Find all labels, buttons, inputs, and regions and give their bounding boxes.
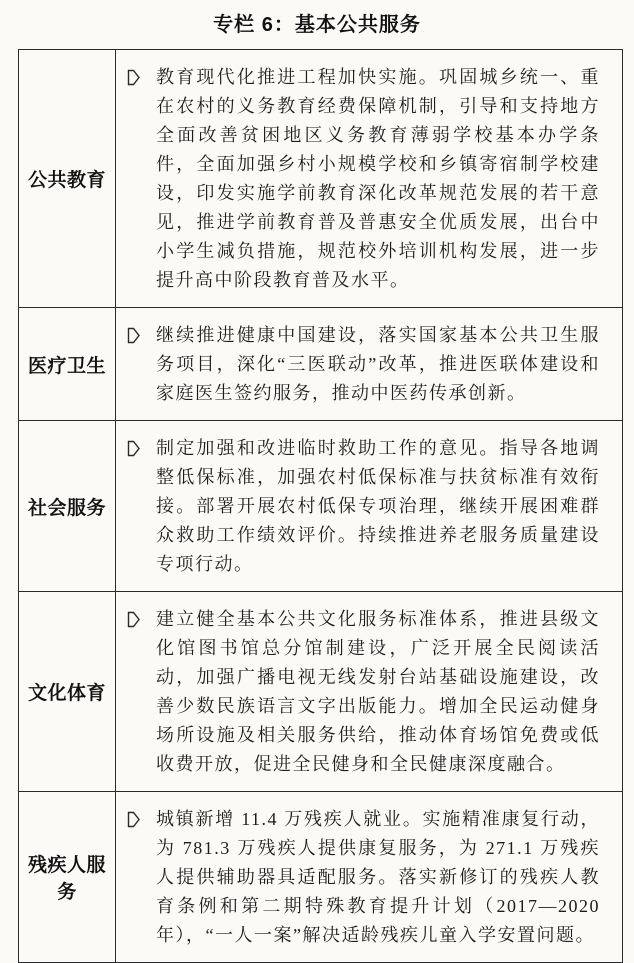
table-row (19, 792, 623, 963)
arrow-bullet-icon (126, 611, 141, 628)
arrow-bullet-icon (126, 811, 141, 828)
row-text: 建立健全基本公共文化服务标准体系，推进县级文化馆图书馆总分馆制建设，广泛开展全民阅读活动，加强广播电视无线发射台站基础设施建设，改善少数民族语言文字出版能力。增加全民运动健身场所设施及相关服务供给，推动体育场馆免费或低收费开放，促进全民健身和全民健康深度融合。 (156, 609, 600, 774)
arrow-bullet-icon (126, 327, 141, 344)
basic-public-services-table (18, 49, 623, 963)
page-title: 专栏 6：基本公共服务 (213, 14, 421, 36)
row-text: 制定加强和改进临时救助工作的意见。指导各地调整低保标准，加强农村低保标准与扶贫标准有效衔接。部署开展农村低保专项治理，继续开展困难群众救助工作绩效评价。持续推进养老服务质量建设专项行动。 (156, 438, 600, 574)
row-label: 医疗卫生 (19, 308, 116, 421)
table-row (19, 50, 623, 308)
row-text: 城镇新增 11.4 万残疾人就业。实施精准康复行动，为 781.3 万残疾人提供康复服务，为 271.1 万残疾人提供辅助器具适配服务。落实新修订的残疾人教育条例和第二期特殊教育提升计划（2017—2020 年），“一人一案”解决适龄残疾儿童入学安置问题。 (156, 809, 600, 945)
row-text: 教育现代化推进工程加快实施。巩固城乡统一、重在农村的义务教育经费保障机制，引导和支持地方全面改善贫困地区义务教育薄弱学校基本办学条件，全面加强乡村小规模学校和乡镇寄宿制学校建设，印发实施学前教育深化改革规范发展的若干意见，推进学前教育普及普惠安全优质发展，出台中小学生减负措施，规范校外培训机构发展，进一步提升高中阶段教育普及水平。 (156, 67, 600, 290)
table-row (19, 421, 623, 592)
row-label: 社会服务 (19, 421, 116, 592)
row-text: 继续推进健康中国建设，落实国家基本公共卫生服务项目，深化“三医联动”改革，推进医联体建设和家庭医生签约服务，推动中医药传承创新。 (156, 325, 600, 403)
arrow-bullet-icon (126, 440, 141, 457)
table-row (19, 308, 623, 421)
row-label: 公共教育 (19, 50, 116, 308)
row-label: 残疾人服务 (19, 792, 116, 963)
row-label: 文化体育 (19, 592, 116, 792)
table-row (19, 592, 623, 792)
arrow-bullet-icon (126, 69, 141, 86)
